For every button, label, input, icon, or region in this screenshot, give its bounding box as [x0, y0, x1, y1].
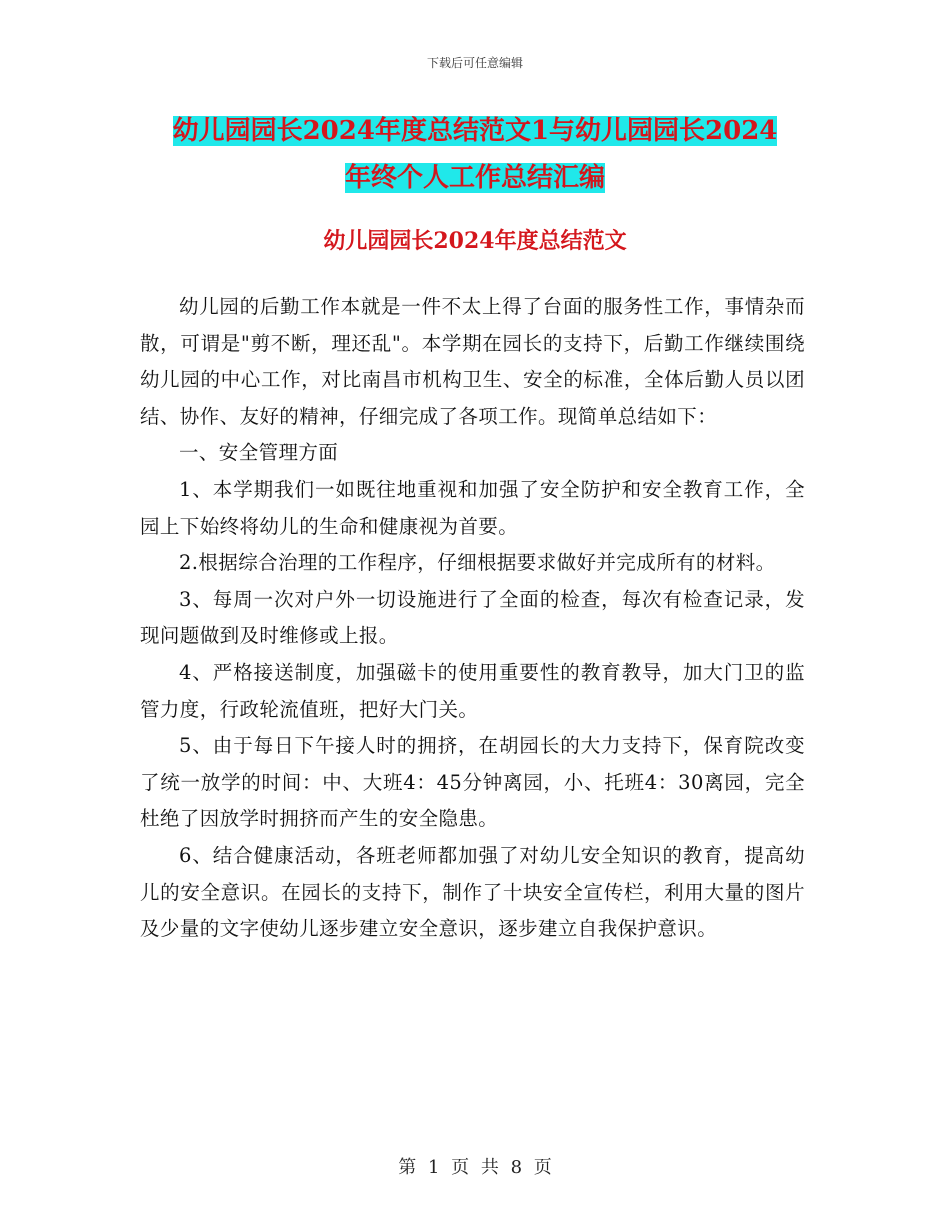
paragraph: 5、由于每日下午接人时的拥挤，在胡园长的大力支持下，保育院改变了统一放学的时间：中、大班4：45分钟离园，小、托班4：30离园，完全杜绝了因放学时拥挤而产生的安全隐患。: [140, 734, 805, 831]
paragraph: 3、每周一次对户外一切设施进行了全面的检查，每次有检查记录，发现问题做到及时维修或上报。: [140, 587, 805, 648]
title-line-1: 幼儿园园长2024年度总结范文1与幼儿园园长2024: [172, 116, 778, 146]
section-title: 幼儿园园长2024年度总结范文: [323, 228, 627, 254]
paragraph: 4、严格接送制度，加强磁卡的使用重要性的教育教导，加大门卫的监管力度，行政轮流值班，把好大门关。: [140, 660, 805, 721]
paragraph: 1、本学期我们一如既往地重视和加强了安全防护和安全教育工作，全园上下始终将幼儿的生命和健康视为首要。: [140, 477, 805, 538]
document-body: [140, 289, 805, 948]
paragraph: 6、结合健康活动，各班老师都加强了对幼儿安全知识的教育，提高幼儿的安全意识。在园长的支持下，制作了十块安全宣传栏，利用大量的图片及少量的文字使幼儿逐步建立安全意识，逐步建立自我保护意识。: [140, 843, 805, 941]
paragraph: 2.根据综合治理的工作程序，仔细根据要求做好并完成所有的材料。: [179, 551, 776, 575]
page-number: 第 1 页 共 8 页: [398, 1157, 552, 1178]
header-note: 下载后可任意编辑: [426, 56, 523, 70]
paragraph: 幼儿园的后勤工作本就是一件不太上得了台面的服务性工作，事情杂而散，可谓是"剪不断，理还乱"。本学期在园长的支持下，后勤工作继续围绕幼儿园的中心工作，对比南昌市机构卫生、安全的标准，全体后勤人员以团结、协作、友好的精神，仔细完成了各项工作。现简单总结如下：: [140, 295, 805, 428]
document-title: [150, 108, 800, 202]
section-heading: 一、安全管理方面: [179, 441, 339, 465]
title-line-2: 年终个人工作总结汇编: [344, 163, 605, 193]
